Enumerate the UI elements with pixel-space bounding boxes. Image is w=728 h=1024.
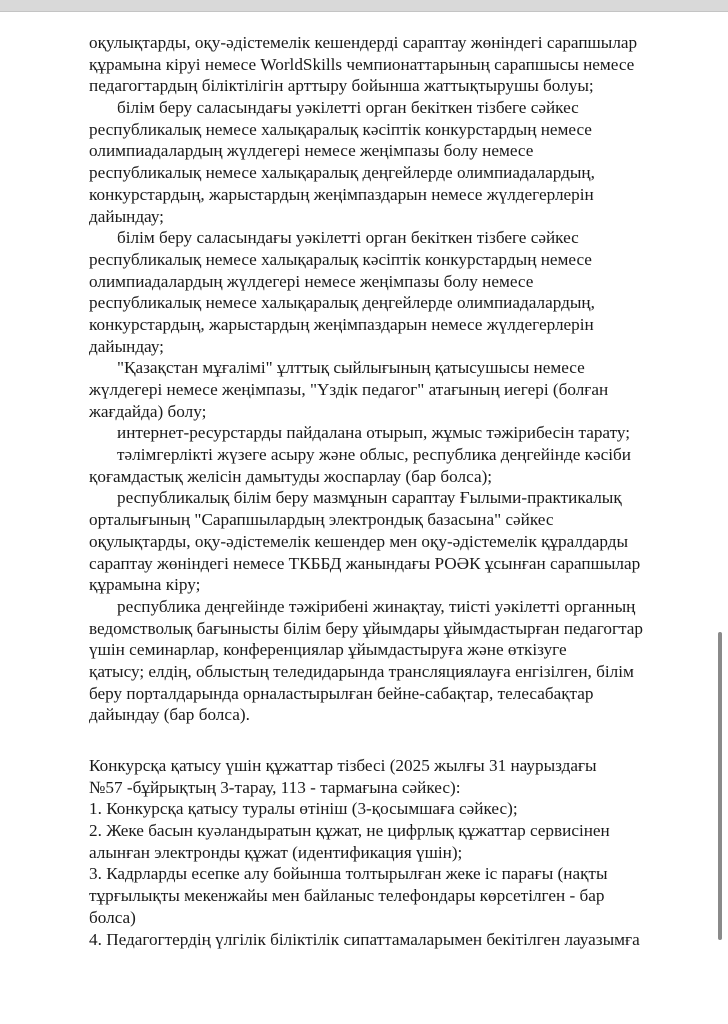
text-line: 4. Педагогтердің үлгілік біліктілік сипаттамаларымен бекітілген лауазымға bbox=[89, 929, 640, 949]
text-line: конкурстардың, жарыстардың жеңімпаздарын немесе жүлдегерлерін bbox=[89, 314, 594, 334]
text-line: сараптау жөніндегі немесе ТКББД жанындағы РОӘК ұсынған сарапшылар bbox=[89, 553, 641, 573]
viewer-top-bar bbox=[0, 0, 728, 12]
text-line: "Қазақстан мұғалімі" ұлттық сыйлығының қатысушысы немесе bbox=[117, 358, 585, 378]
text-line: Конкурсқа қатысу үшін құжаттар тізбесі (2025 жылғы 31 наурыздағы bbox=[89, 756, 597, 775]
requirements-text-block bbox=[89, 32, 643, 726]
text-line: оқулықтарды, оқу-әдістемелік кешендерді сараптау жөніндегі сарапшылар bbox=[89, 33, 638, 52]
text-line: тұрғылықты мекенжайы мен байланыс телефондары көрсетілген - бар bbox=[89, 886, 605, 906]
text-line: дайындау; bbox=[89, 206, 164, 226]
text-line: республикалық немесе халықаралық деңгейлерде олимпиадалардың, bbox=[89, 163, 595, 183]
text-line: республикалық немесе халықаралық деңгейлерде олимпиадалардың, bbox=[89, 293, 595, 313]
text-line: республикалық немесе халықаралық кәсіптік конкурстардың немесе bbox=[89, 249, 592, 269]
text-line: жүлдегері немесе жеңімпазы, "Үздік педагог" атағының иегері (болған bbox=[89, 380, 609, 399]
scrollbar-thumb[interactable] bbox=[718, 632, 722, 940]
text-line: үшін семинарлар, конференциялар ұйымдастыруға және өткізуге bbox=[89, 640, 567, 660]
text-line: олимпиадалардың жүлдегері немесе жеңімпазы болу немесе bbox=[89, 271, 534, 291]
text-line: беру порталдарында орналастырылған бейне-сабақтар, телесабақтар bbox=[89, 683, 594, 703]
text-line: тәлімгерлікті жүзеге асыру және облыс, республика деңгейінде кәсіби bbox=[117, 445, 631, 465]
text-line: олимпиадалардың жүлдегері немесе жеңімпазы болу немесе bbox=[89, 141, 534, 161]
text-line: оқулықтарды, оқу-әдістемелік кешендер мен оқу-әдістемелік құралдарды bbox=[89, 531, 629, 551]
text-line: №57 -бұйрықтың 3-тарау, 113 - тармағына сәйкес): bbox=[89, 777, 461, 797]
document-page bbox=[0, 12, 728, 1024]
text-line: құрамына кіруі немесе WorldSkills чемпионаттарының сарапшысы немесе bbox=[89, 54, 635, 74]
text-line: республикалық немесе халықаралық кәсіптік конкурстардың немесе bbox=[89, 119, 592, 139]
text-line: білім беру саласындағы уәкілетті орган бекіткен тізбеге сәйкес bbox=[117, 228, 579, 248]
text-line: интернет-ресурстарды пайдалана отырып, жұмыс тәжірибесін тарату; bbox=[117, 423, 631, 443]
text-line: құрамына кіру; bbox=[89, 575, 201, 595]
text-line: болса) bbox=[89, 907, 136, 927]
text-line: қатысу; елдің, облыстың теледидарында трансляциялауға енгізілген, білім bbox=[89, 661, 634, 681]
text-line: қоғамдастық желісін дамытуды жоспарлау (бар болса); bbox=[89, 466, 493, 486]
text-line: республика деңгейінде тәжірибені жинақтау, тиісті уәкілетті органның bbox=[117, 596, 636, 616]
documents-list-block bbox=[89, 755, 640, 950]
text-line: конкурстардың, жарыстардың жеңімпаздарын немесе жүлдегерлерін bbox=[89, 184, 594, 204]
text-line: дайындау (бар болса). bbox=[89, 705, 250, 725]
text-line: орталығының "Сарапшылардың электрондық базасына" сәйкес bbox=[89, 510, 554, 530]
text-line: 2. Жеке басын куәландыратын құжат, не цифрлық құжаттар сервисінен bbox=[89, 821, 610, 841]
text-line: дайындау; bbox=[89, 336, 164, 356]
text-line: ведомстволық бағынысты білім беру ұйымдары ұйымдастырған педагогтар bbox=[89, 618, 643, 638]
text-line: 3. Кадрларды есепке алу бойынша толтырылған жеке іс парағы (нақты bbox=[89, 864, 608, 884]
text-line: жағдайда) болу; bbox=[89, 401, 207, 421]
text-line: 1. Конкурсқа қатысу туралы өтініш (3-қосымшаға сәйкес); bbox=[89, 799, 518, 819]
text-line: білім беру саласындағы уәкілетті орган бекіткен тізбеге сәйкес bbox=[117, 98, 579, 118]
text-line: республикалық білім беру мазмұнын сараптау Ғылыми-практикалық bbox=[117, 488, 622, 508]
text-line: педагогтардың біліктілігін арттыру бойынша жаттықтырушы болуы; bbox=[89, 76, 594, 96]
text-line: алынған электронды құжат (идентификация үшін); bbox=[89, 842, 463, 862]
